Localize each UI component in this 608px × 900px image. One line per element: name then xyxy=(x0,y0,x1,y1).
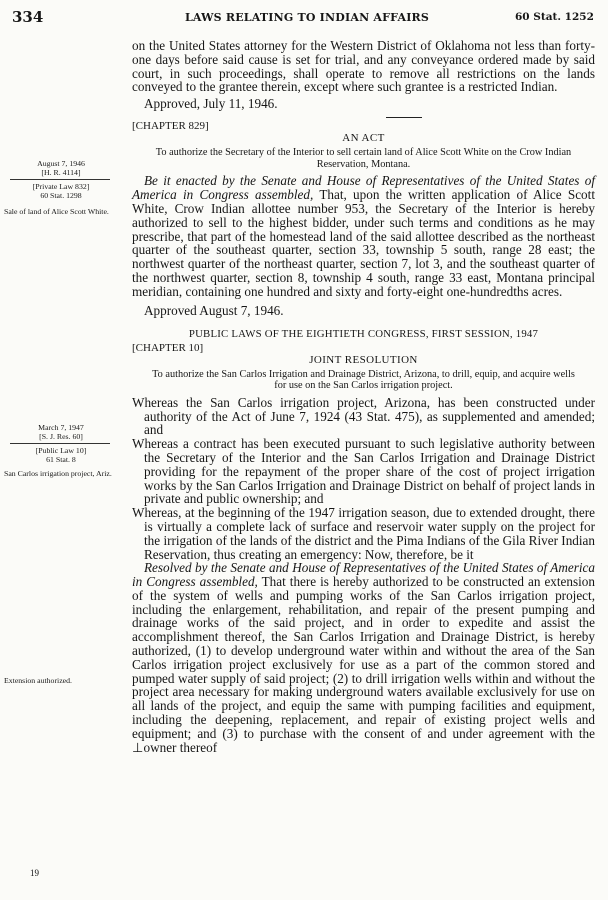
whereas-clause: Whereas, at the beginning of the 1947 irrigation season, due to extended drought, there is virtually a complete lack of surface and reservoir water supply on the project for the irrigation of the lands of the district and the Pima Indians of the Gila River Indian Reservation, thus creating an emergency: Now, therefore, be it xyxy=(132,505,595,562)
margin-law: [Public Law 10] xyxy=(35,446,87,455)
act-title: To authorize the Secretary of the Interior to sell certain land of Alice Scott White on the Crow Indian Reservation, Montana. xyxy=(155,147,572,170)
margin-rule xyxy=(10,179,110,180)
congress-heading: PUBLIC LAWS OF THE EIGHTIETH CONGRESS, FIRST SESSION, 1947 xyxy=(188,327,539,340)
main-text-column xyxy=(132,39,595,754)
resolving-paragraph xyxy=(132,561,595,754)
margin-rule xyxy=(10,443,110,444)
page-number: 334 xyxy=(12,8,44,26)
margin-block-chapter-829 xyxy=(2,159,120,200)
enacting-clause: Be it enacted by the Senate and House of Representatives of the United States of America in Congress assembled, xyxy=(132,173,595,203)
approval-date: Approved August 7, 1946. xyxy=(144,302,284,318)
running-title: LAWS RELATING TO INDIAN AFFAIRS xyxy=(185,11,430,24)
act-heading: AN ACT xyxy=(342,132,385,145)
margin-block-chapter-10 xyxy=(2,423,120,464)
margin-note-extension: Extension authorized. xyxy=(4,676,72,685)
running-header xyxy=(0,8,608,28)
resolution-title: To authorize the San Carlos Irrigation and Drainage District, Arizona, to drill, equip, and acquire wells for use on the San Carlos irrigation project. xyxy=(152,368,575,392)
margin-note-san-carlos: San Carlos irrigation project, Ariz. xyxy=(4,469,112,478)
resolution-body: That there is hereby authorized to be constructed an extension of the system of wells and pumping works of the San Carlos irrigation project, including the enlargement, rehabilitation, and repair of the present pumping and drainage works of the said project, and in order to expedite and assist the accomplishment thereof, the San Carlos Irrigation and Drainage District, is hereby authorized, (1) to develop underground water within and without the area of the San Carlos irrigation project exclusively for use as a part of the common stored and pumped water supply of said project; (2) to drill irrigation wells within and without the project area necessary for making underground waters available exclusively for use on all lands of the project, and equip the same with pumping facilities and equipment, including the deepening, replacement, and repair of existing project wells and equipment; and (3) to purchase with the consent of and under agreement with the ⊥owner thereof xyxy=(132,574,595,755)
continuation-paragraph: on the United States attorney for the Western District of Oklahoma not less than forty-one days before said cause is set for trial, and any conveyance ordered made by said court, in such proceedings, shall operate to remove all restrictions on the lands conveyed to the grantee therein, except where such grantee is a restricted Indian. xyxy=(132,38,595,95)
margin-bill: [S. J. Res. 60] xyxy=(39,432,83,441)
chapter-number: [CHAPTER 829] xyxy=(132,120,209,133)
chapter-number: [CHAPTER 10] xyxy=(132,341,204,354)
section-divider xyxy=(386,117,422,118)
enacting-paragraph xyxy=(132,174,595,298)
approval-date: Approved, July 11, 1946. xyxy=(144,96,278,112)
statute-citation: 60 Stat. 1252 xyxy=(515,11,594,23)
act-body: That, upon the written application of Alice Scott White, Crow Indian allottee number 953, the Secretary of the Interior is hereby authorized to sell to the highest bidder, under such terms and conditions as he may prescribe, that part of the homestead land of the said allottee described as the northeast quarter of the southeast quarter, section 33, township 5 south, range 28 east; the northwest quarter of the northeast quarter, section 7, lot 3, and the southeast quarter of the northwest quarter, section 8, township 4 south, range 33 east, Montana principal meridian, containing one hundred and sixty and forty-eight one-hundredths acres. xyxy=(132,187,595,299)
margin-note-sale: Sale of land of Alice Scott White. xyxy=(4,207,109,216)
resolving-clause: Resolved by the Senate and House of Representatives of the United States of America in Congress assembled, xyxy=(132,560,595,590)
margin-law: [Private Law 832] xyxy=(32,182,90,191)
margin-date: August 7, 1946 xyxy=(37,159,85,168)
margin-stat: 60 Stat. 1298 xyxy=(40,191,82,200)
whereas-clause: Whereas a contract has been executed pursuant to such legislative authority between the Secretary of the Interior and the San Carlos Irrigation and Drainage District providing for the repayment of the proper share of the cost of project irrigation works by the San Carlos Irrigation and Drainage District on behalf of project lands in private and public ownership; and xyxy=(132,436,595,507)
resolution-heading: JOINT RESOLUTION xyxy=(309,353,418,366)
margin-bill: [H. R. 4114] xyxy=(41,168,81,177)
folio-number: 19 xyxy=(30,868,39,878)
margin-stat: 61 Stat. 8 xyxy=(46,455,76,464)
whereas-clause: Whereas the San Carlos irrigation project, Arizona, has been constructed under authority of the Act of June 7, 1924 (43 Stat. 475), as supplemented and amended; and xyxy=(132,394,595,438)
margin-date: March 7, 1947 xyxy=(38,423,84,432)
